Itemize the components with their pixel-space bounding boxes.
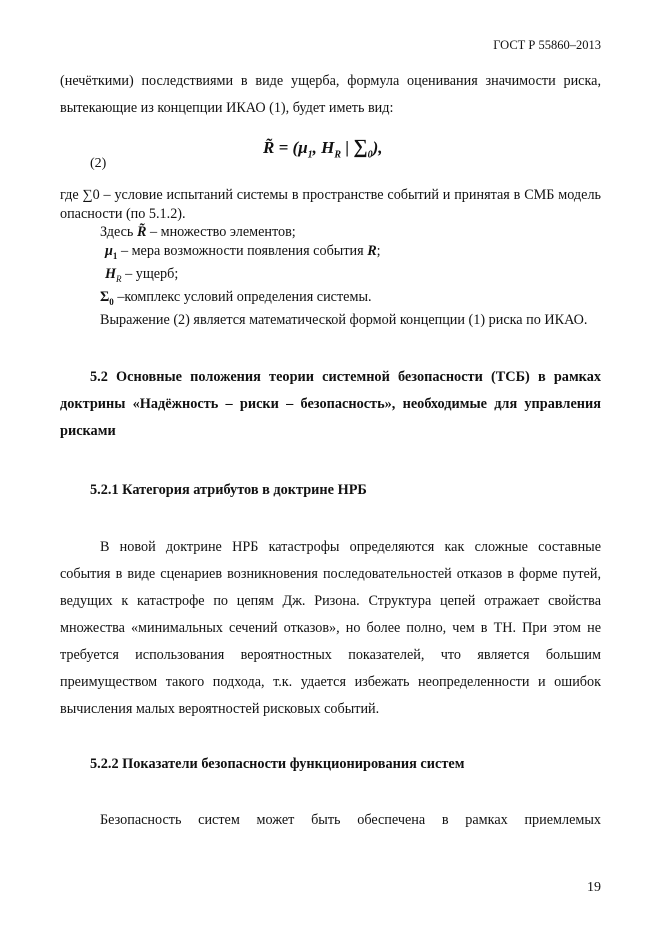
definition-item xyxy=(60,265,601,288)
definition-text: – мера возможности появления события xyxy=(120,242,364,259)
definition-text: –комплекс условий определения системы. xyxy=(117,289,372,306)
definition-tail-symbol: R xyxy=(367,242,377,259)
definition-symbol: μ xyxy=(105,242,113,259)
section-5-2-1-paragraph: В новой доктрине НРБ катастрофы определяются как сложные составные события в виде сценариев возникновения последовательностей отказов в форме путей, ведущих к катастрофе по цепям Дж. Ризона. Структура цепей отражает свойства множества «минимальных сечений отказов», но более полно, чем в ТН. При этом не требуется использования вероятностных показателей, что является большим преимуществом такого подхода, т.к. удается избежать неопределенности и ошибок вычисления малых вероятностей рисковых событий. xyxy=(60,538,601,717)
formula-mu: μ xyxy=(298,138,308,157)
definition-tail: ; xyxy=(376,242,381,259)
definitions-block xyxy=(60,186,601,330)
section-5-2-title: 5.2 Основные положения теории системной безопасности (ТСБ) в рамках доктрины «Надёжность – риски – безопасность», необходимые для управления рисками xyxy=(60,368,601,439)
definition-sub: 0 xyxy=(109,296,114,307)
definition-symbol: H xyxy=(105,265,117,282)
formula-block xyxy=(60,132,601,176)
conclusion-paragraph: Выражение (2) является математической формой концепции (1) риска по ИКАО. xyxy=(100,312,588,329)
definition-item xyxy=(60,242,601,265)
formula-lhs: R̃ = ( xyxy=(263,138,299,157)
formula-h-sub: R xyxy=(334,149,342,161)
section-5-2-2-title: 5.2.2 Показатели безопасности функционирования систем xyxy=(90,755,465,772)
intro-paragraph: (нечёткими) последствиями в виде ущерба, формула оценивания значимости риска, вытекающие из концепции ИКАО (1), будет иметь вид: xyxy=(60,73,601,116)
definition-sub: R xyxy=(116,273,122,284)
formula-expression: R̃ = ($\mu_1$, $H_R$ | $\sum_0$), xyxy=(263,136,383,161)
definition-text: – ущерб; xyxy=(125,265,179,282)
page-body xyxy=(60,68,601,834)
section-5-2-2-paragraph: Безопасность систем может быть обеспечена в рамках приемлемых xyxy=(100,811,601,828)
definition-symbol: Σ xyxy=(100,289,110,306)
formula-mu-sub: 1 xyxy=(307,149,313,161)
formula-number: (2) xyxy=(90,156,107,171)
definition-item xyxy=(60,288,601,311)
formula-end: ), xyxy=(372,138,383,157)
where-paragraph: где ∑0 – условие испытаний системы в пространстве событий и принятая в СМБ модель опасности (по 5.1.2). xyxy=(60,187,601,222)
definition-prefix: Здесь xyxy=(100,224,134,240)
formula-bar: | xyxy=(341,138,354,157)
definition-symbol: R̃ xyxy=(136,224,147,240)
definition-item xyxy=(60,223,601,242)
page-number: 19 xyxy=(587,880,601,895)
formula-h: H xyxy=(321,138,335,157)
formula-sigma-sub: 0 xyxy=(367,149,373,161)
definition-sub: 1 xyxy=(112,250,118,261)
formula-sigma: ∑ xyxy=(353,136,368,158)
page-header-standard: ГОСТ Р 55860–2013 xyxy=(493,38,601,52)
definition-text: – множество элементов; xyxy=(149,224,296,240)
section-5-2-1-title: 5.2.1 Категория атрибутов в доктрине НРБ xyxy=(90,481,367,498)
